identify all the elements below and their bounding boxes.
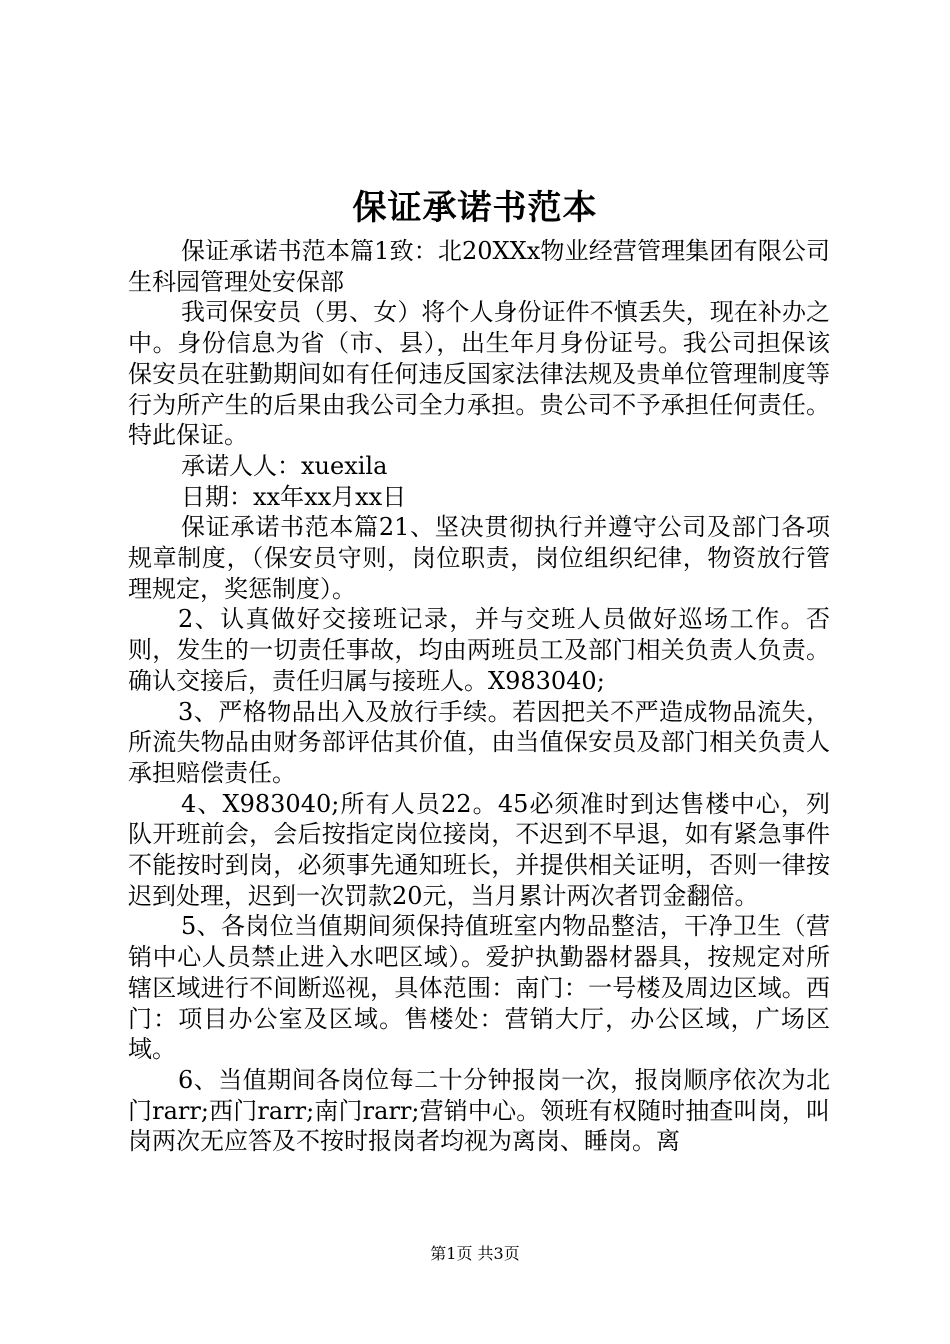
paragraph-date: 日期：xx年xx月xx日 bbox=[181, 482, 407, 511]
document-body bbox=[128, 236, 830, 1157]
paragraph-item-5: 5、各岗位当值期间须保持值班室内物品整洁，干净卫生（营销中心人员禁止进入水吧区域）。爱护执勤器材器具，按规定对所辖区域进行不间断巡视，具体范围：南门：一号楼及周边区域。西门：项目办公室及区域。售楼处：营销大厅，办公区域，广场区域。 bbox=[128, 912, 830, 1064]
paragraph-signatory: 承诺人人：xuexila bbox=[181, 451, 388, 480]
paragraph-item-4: 4、X983040;所有人员22。45必须准时到达售楼中心，列队开班前会，会后按指定岗位接岗，不迟到不早退，如有紧急事件不能按时到岗，必须事先通知班长，并提供相关证明，否则一律按迟到处理，迟到一次罚款20元，当月累计两次者罚金翻倍。 bbox=[128, 789, 830, 910]
paragraph-item-6: 6、当值期间各岗位每二十分钟报岗一次，报岗顺序依次为北门rarr;西门rarr;南门rarr;营销中心。领班有权随时抽查叫岗，叫岗两次无应答及不按时报岗者均视为离岗、睡岗。离 bbox=[128, 1065, 830, 1156]
paragraph-statement: 我司保安员（男、女）将个人身份证件不慎丢失，现在补办之中。身份信息为省（市、县），出生年月身份证号。我公司担保该保安员在驻勤期间如有任何违反国家法律法规及贵单位管理制度等行为所产生的后果由我公司全力承担。贵公司不予承担任何责任。特此保证。 bbox=[128, 298, 830, 450]
paragraph-item-2: 2、认真做好交接班记录，并与交班人员做好巡场工作。否则，发生的一切责任事故，均由两班员工及部门相关负责人负责。确认交接后，责任归属与接班人。X983040; bbox=[128, 605, 830, 695]
document-title: 保证承诺书范本 bbox=[352, 188, 598, 228]
paragraph-intro: 保证承诺书范本篇1致：北20XXx物业经营管理集团有限公司生科园管理处安保部 bbox=[128, 237, 830, 296]
paragraph-item-3: 3、严格物品出入及放行手续。若因把关不严造成物品流失，所流失物品由财务部评估其价值，由当值保安员及部门相关负责人承担赔偿责任。 bbox=[128, 697, 830, 787]
paragraph-item-1: 保证承诺书范本篇21、坚决贯彻执行并遵守公司及部门各项规章制度，（保安员守则，岗位职责，岗位组织纪律，物资放行管理规定，奖惩制度）。 bbox=[128, 513, 830, 603]
page-footer: 第1页 共3页 bbox=[430, 1244, 520, 1263]
